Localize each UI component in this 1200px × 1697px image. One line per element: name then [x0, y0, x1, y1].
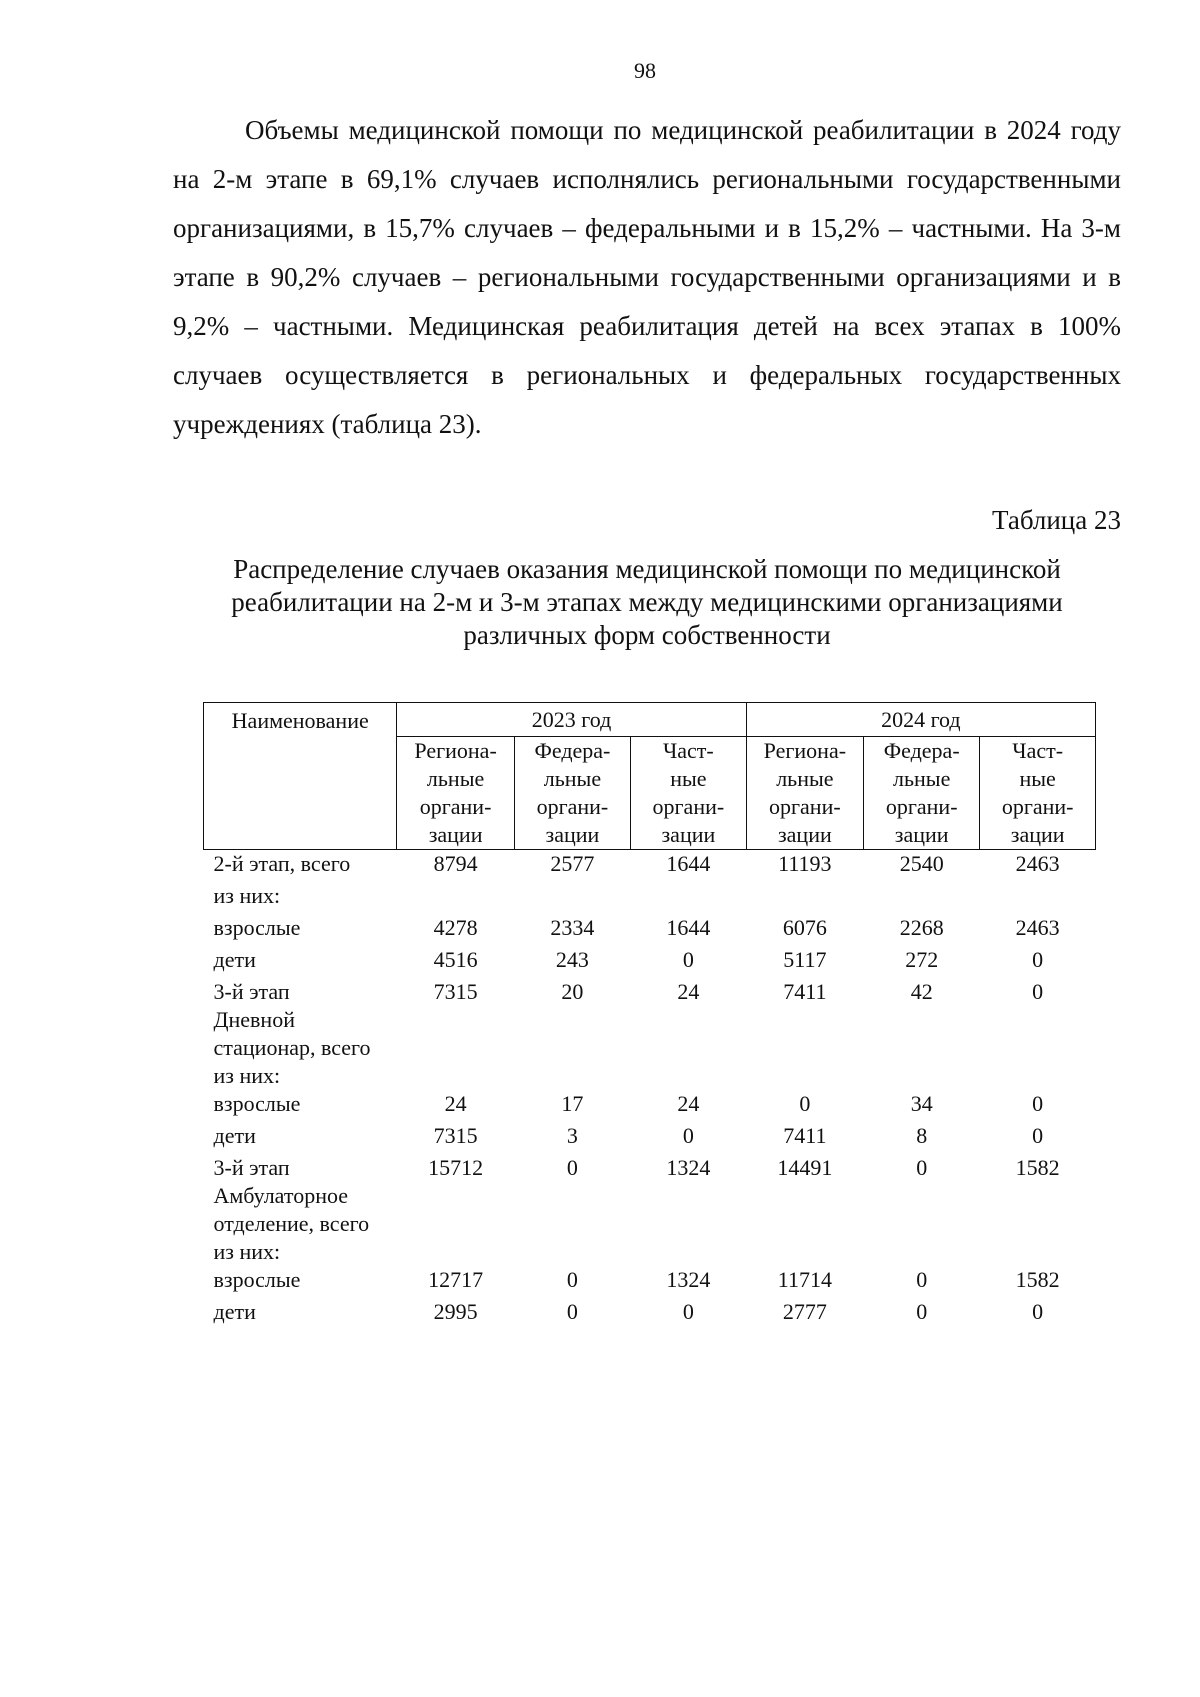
table-cell: 2334: [550, 915, 595, 940]
table-cell: 34: [910, 1091, 933, 1116]
table-cell: 2463: [1015, 915, 1060, 940]
table-cell: 1324: [666, 1155, 711, 1180]
table-cell: 24: [677, 1091, 700, 1116]
row-label: 2-й этап, всего: [213, 851, 351, 876]
row-label: дети: [213, 947, 256, 972]
table-cell: 0: [566, 1155, 578, 1180]
table-header-row: [204, 703, 1096, 737]
name-column-header: Наименование: [204, 703, 397, 850]
table-cell: 7315: [433, 1123, 478, 1148]
table-row: [204, 946, 1096, 978]
org-type-header: Региона- льные органи- зации: [397, 737, 514, 850]
table-cell: 8794: [433, 851, 478, 876]
table-cell: 0: [1032, 1299, 1044, 1324]
table-row: [204, 882, 1096, 914]
table-cell: 0: [566, 1267, 578, 1292]
page-number: 98: [634, 58, 656, 83]
table-cell: [514, 882, 630, 914]
table-cell: 2777: [782, 1299, 827, 1324]
table-cell: 272: [905, 947, 939, 972]
org-type-header: Част- ные органи- зации: [980, 737, 1096, 850]
table-cell: 2995: [433, 1299, 478, 1324]
table-cell: 7315: [433, 979, 478, 1004]
table-row: [204, 1154, 1096, 1266]
table-cell: 6076: [782, 915, 827, 940]
row-label: из них:: [213, 883, 281, 908]
table-caption: Распределение случаев оказания медицинской помощи по медицинской реабилитации на 2-м и 3-м этапах между медицинскими организациями различных форм собственности: [231, 554, 1063, 650]
table-body: [204, 850, 1096, 1331]
table-cell: [631, 882, 747, 914]
row-label: 3-й этап Дневной стационар, всего из них:: [213, 979, 371, 1088]
table-cell: 12717: [428, 1267, 484, 1292]
table-cell: 0: [566, 1299, 578, 1324]
table-row: [204, 1266, 1096, 1298]
body-paragraph: [173, 106, 1121, 449]
table-row: [204, 850, 1096, 883]
table-cell: 42: [910, 979, 933, 1004]
table-cell: 11193: [778, 851, 832, 876]
table-cell: 5117: [783, 947, 827, 972]
data-table: [203, 702, 1096, 1330]
table-cell: 15712: [428, 1155, 484, 1180]
table-cell: 2577: [550, 851, 595, 876]
table-cell: 243: [555, 947, 589, 972]
table-cell: 2540: [899, 851, 944, 876]
table-cell: 0: [1032, 947, 1044, 972]
table-cell: 1324: [666, 1267, 711, 1292]
paragraph-text: Объемы медицинской помощи по медицинской реабилитации в 2024 году на 2-м этапе в 69,1% случаев исполнялись региональными государственными организациями, в 15,7% случаев – федеральными и в 15,2% – частными. На 3-м этапе в 90,2% случаев – региональными государственными организациями и в 9,2% – частными. Медицинская реабилитация детей на всех этапах в 100% случаев осуществляется в региональных и федеральных государственных учреждениях (таблица 23).: [173, 115, 1121, 439]
table-cell: 0: [1032, 1123, 1044, 1148]
table-cell: 0: [1032, 979, 1044, 1004]
table-row: [204, 1090, 1096, 1122]
org-type-header: Региона- льные органи- зации: [746, 737, 863, 850]
table-row: [204, 1298, 1096, 1330]
table-cell: 14491: [777, 1155, 833, 1180]
table-cell: 1644: [666, 851, 711, 876]
table-cell: 0: [916, 1267, 928, 1292]
table-cell: 1582: [1015, 1267, 1060, 1292]
table-cell: 2268: [899, 915, 944, 940]
table-cell: 0: [682, 947, 694, 972]
table-cell: 1582: [1015, 1155, 1060, 1180]
row-label: взрослые: [213, 915, 301, 940]
table-cell: [397, 882, 514, 914]
table-cell: [980, 882, 1096, 914]
org-type-header: Федера- льные органи- зации: [864, 737, 980, 850]
table-cell: 7411: [783, 979, 827, 1004]
table-cell: 7411: [783, 1123, 827, 1148]
table-cell: 2463: [1015, 851, 1060, 876]
table-cell: 4278: [433, 915, 478, 940]
table-cell: 0: [682, 1123, 694, 1148]
table-cell: 0: [916, 1155, 928, 1180]
row-label: дети: [213, 1123, 256, 1148]
table-cell: 24: [444, 1091, 467, 1116]
table-cell: 0: [682, 1299, 694, 1324]
table-cell: 0: [916, 1299, 928, 1324]
table-cell: 0: [799, 1091, 811, 1116]
table-cell: [746, 882, 863, 914]
year-header-2023: 2023 год: [397, 703, 746, 737]
table-cell: 1644: [666, 915, 711, 940]
table-row: [204, 1122, 1096, 1154]
table-cell: 24: [677, 979, 700, 1004]
table-cell: 17: [561, 1091, 584, 1116]
table-cell: 3: [566, 1123, 578, 1148]
row-label: 3-й этап Амбулаторное отделение, всего из них:: [213, 1155, 370, 1264]
table-cell: [864, 882, 980, 914]
row-label: дети: [213, 1299, 256, 1324]
org-type-header: Федера- льные органи- зации: [514, 737, 630, 850]
org-type-header: Част- ные органи- зации: [631, 737, 747, 850]
table-cell: 0: [1032, 1091, 1044, 1116]
table-label: Таблица 23: [992, 505, 1121, 535]
table-row: [204, 978, 1096, 1090]
table-cell: 20: [561, 979, 584, 1004]
row-label: взрослые: [213, 1091, 301, 1116]
table-row: [204, 914, 1096, 946]
year-header-2024: 2024 год: [746, 703, 1095, 737]
row-label: взрослые: [213, 1267, 301, 1292]
table-cell: 8: [916, 1123, 928, 1148]
table-cell: 11714: [777, 1267, 832, 1292]
table-cell: 4516: [433, 947, 478, 972]
